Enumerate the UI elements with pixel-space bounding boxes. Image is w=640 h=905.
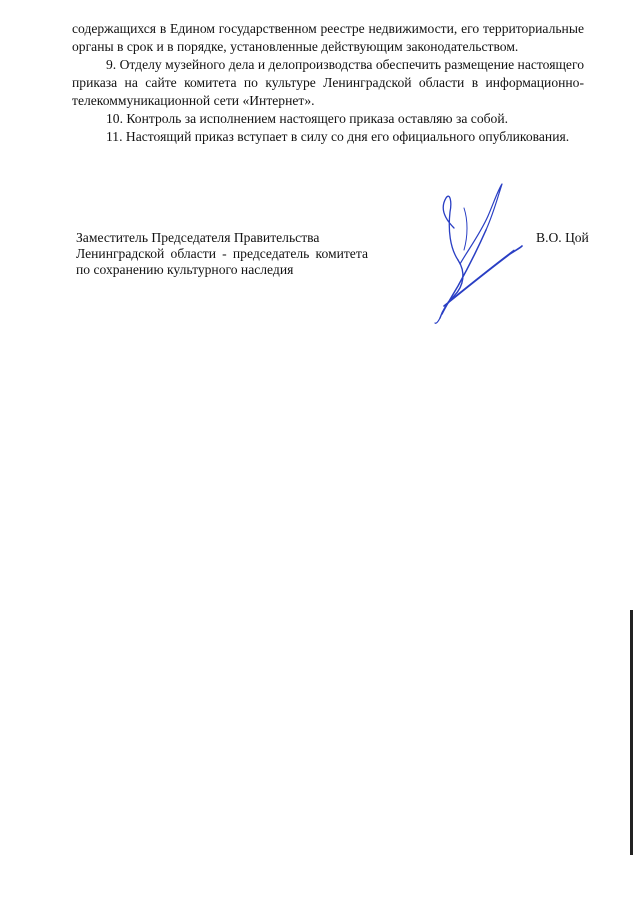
signer-name: В.О. Цой — [536, 230, 589, 245]
signer-position-line1: Заместитель Председателя Правительства — [76, 230, 320, 245]
order-text-body — [72, 20, 584, 146]
signer-position-rest: Ленинградской области - председатель комитета по сохранению культурного наследия — [76, 246, 368, 277]
paragraph-10: 10. Контроль за исполнением настоящего приказа оставляю за собой. — [106, 111, 508, 126]
paragraph-continuation: содержащихся в Едином государственном реестре недвижимости, его территориальные органы в срок и в порядке, установленные действующим законодательством. — [72, 21, 584, 54]
paragraph-11: 11. Настоящий приказ вступает в силу со дня его официального опубликования. — [106, 129, 570, 144]
handwritten-signature-icon — [424, 178, 534, 324]
signer-position — [76, 230, 368, 278]
paragraph-9: 9. Отделу музейного дела и делопроизводства обеспечить размещение настоящего приказа на сайте комитета по культуре Ленинградской области в информационно-телекоммуникационной сети «Интернет». — [72, 57, 584, 108]
scan-edge-line — [630, 610, 633, 855]
